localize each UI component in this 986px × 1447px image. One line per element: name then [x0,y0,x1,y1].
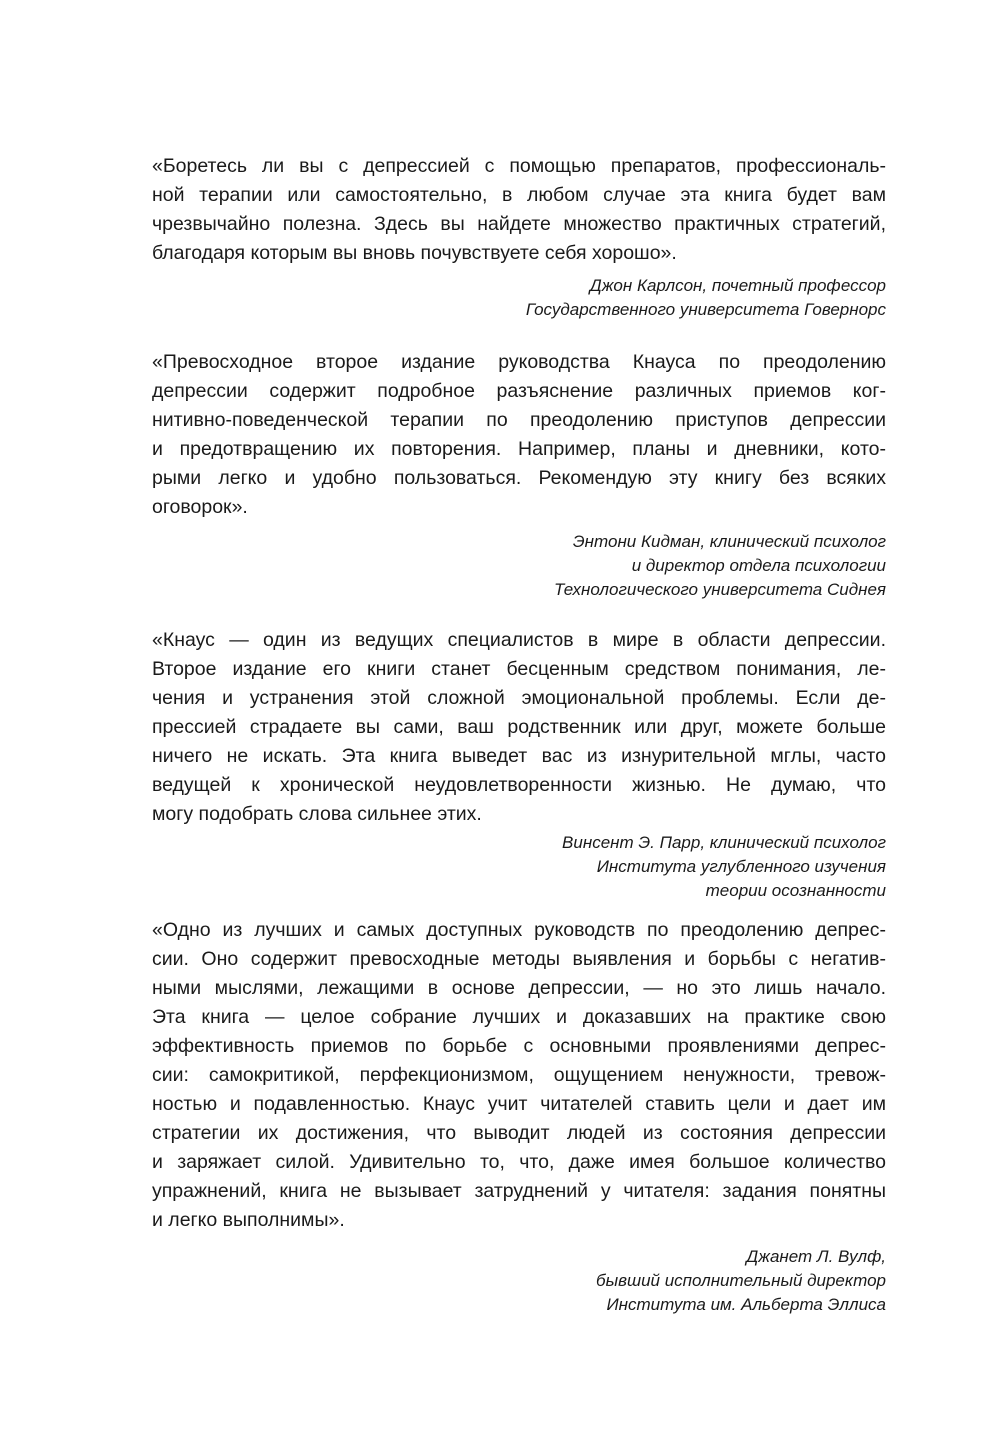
author-line: Института им. Альберта Эллиса [606,1295,886,1314]
quote-line: «Кнаус — один из ведущих специалистов в мире в области депрессии. [152,629,886,651]
review-author [152,831,886,903]
author-line: Джон Карлсон, почетный профессор [589,276,886,295]
quote-line: «Превосходное второе издание руководства Кнауса по преодолению [152,351,886,373]
quote-line: ничего не искать. Эта книга выведет вас из изнурительной мглы, часто [152,745,886,767]
quote-line: чения и устранения этой сложной эмоциональной проблемы. Если де- [152,687,886,709]
author-line: Джанет Л. Вулф, [746,1247,886,1266]
quote-line: стратегии их достижения, что выводит людей из состояния депрессии [152,1122,886,1144]
review-author [152,274,886,322]
quote-line: депрессии содержит подробное разъяснение различных приемов ког- [152,380,886,402]
quote-line: и легко выполнимы». [152,1209,345,1231]
quote-line: нитивно-поведенческой терапии по преодолению приступов депрессии [152,409,886,431]
review-quote [152,916,886,1235]
author-line: Энтони Кидман, клинический психолог [572,532,886,551]
author-line: и директор отдела психологии [631,556,886,575]
review-1 [152,152,886,322]
review-author [152,1245,886,1317]
review-author [152,530,886,602]
quote-line: благодаря которым вы вновь почувствуете себя хорошо». [152,242,677,264]
quote-line: прессией страдаете вы сами, ваш родственник или друг, можете больше [152,716,886,738]
quote-line: ной терапии или самостоятельно, в любом случае эта книга будет вам [152,184,886,206]
page [152,0,886,1447]
quote-line: «Боретесь ли вы с депрессией с помощью препаратов, профессиональ- [152,155,886,177]
quote-line: Эта книга — целое собрание лучших и доказавших на практике свою [152,1006,886,1028]
quote-line: ностью и подавленностью. Кнаус учит читателей ставить цели и дает им [152,1093,886,1115]
review-3 [152,626,886,903]
quote-line: и предотвращению их повторения. Например, планы и дневники, кото- [152,438,886,460]
quote-line: упражнений, книга не вызывает затруднений у читателя: задания понятны [152,1180,886,1202]
quote-line: Второе издание его книги станет бесценным средством понимания, ле- [152,658,886,680]
quote-line: ными мыслями, лежащими в основе депрессии, — но это лишь начало. [152,977,886,999]
quote-line: эффективность приемов по борьбе с основными проявлениями депрес- [152,1035,886,1057]
author-line: Технологического университета Сиднея [553,580,886,599]
quote-line: ведущей к хронической неудовлетворенности жизнью. Не думаю, что [152,774,886,796]
quote-line: рыми легко и удобно пользоваться. Рекомендую эту книгу без всяких [152,467,886,489]
quote-line: сии: самокритикой, перфекционизмом, ощущением ненужности, тревож- [152,1064,886,1086]
author-line: Государственного университета Говернорс [525,300,886,319]
review-quote [152,626,886,829]
review-quote [152,348,886,522]
author-line: теории осознанности [705,881,886,900]
author-line: Института углубленного изучения [596,857,886,876]
quote-line: чрезвычайно полезна. Здесь вы найдете множество практичных стратегий, [152,213,886,235]
quote-line: сии. Оно содержит превосходные методы выявления и борьбы с негатив- [152,948,886,970]
author-line: Винсент Э. Парр, клинический психолог [562,833,886,852]
review-4 [152,916,886,1317]
author-line: бывший исполнительный директор [596,1271,886,1290]
review-quote [152,152,886,268]
review-2 [152,348,886,602]
quote-line: оговорок». [152,496,248,518]
quote-line: могу подобрать слова сильнее этих. [152,803,482,825]
quote-line: и заряжает силой. Удивительно то, что, даже имея большое количество [152,1151,886,1173]
quote-line: «Одно из лучших и самых доступных руководств по преодолению депрес- [152,919,886,941]
